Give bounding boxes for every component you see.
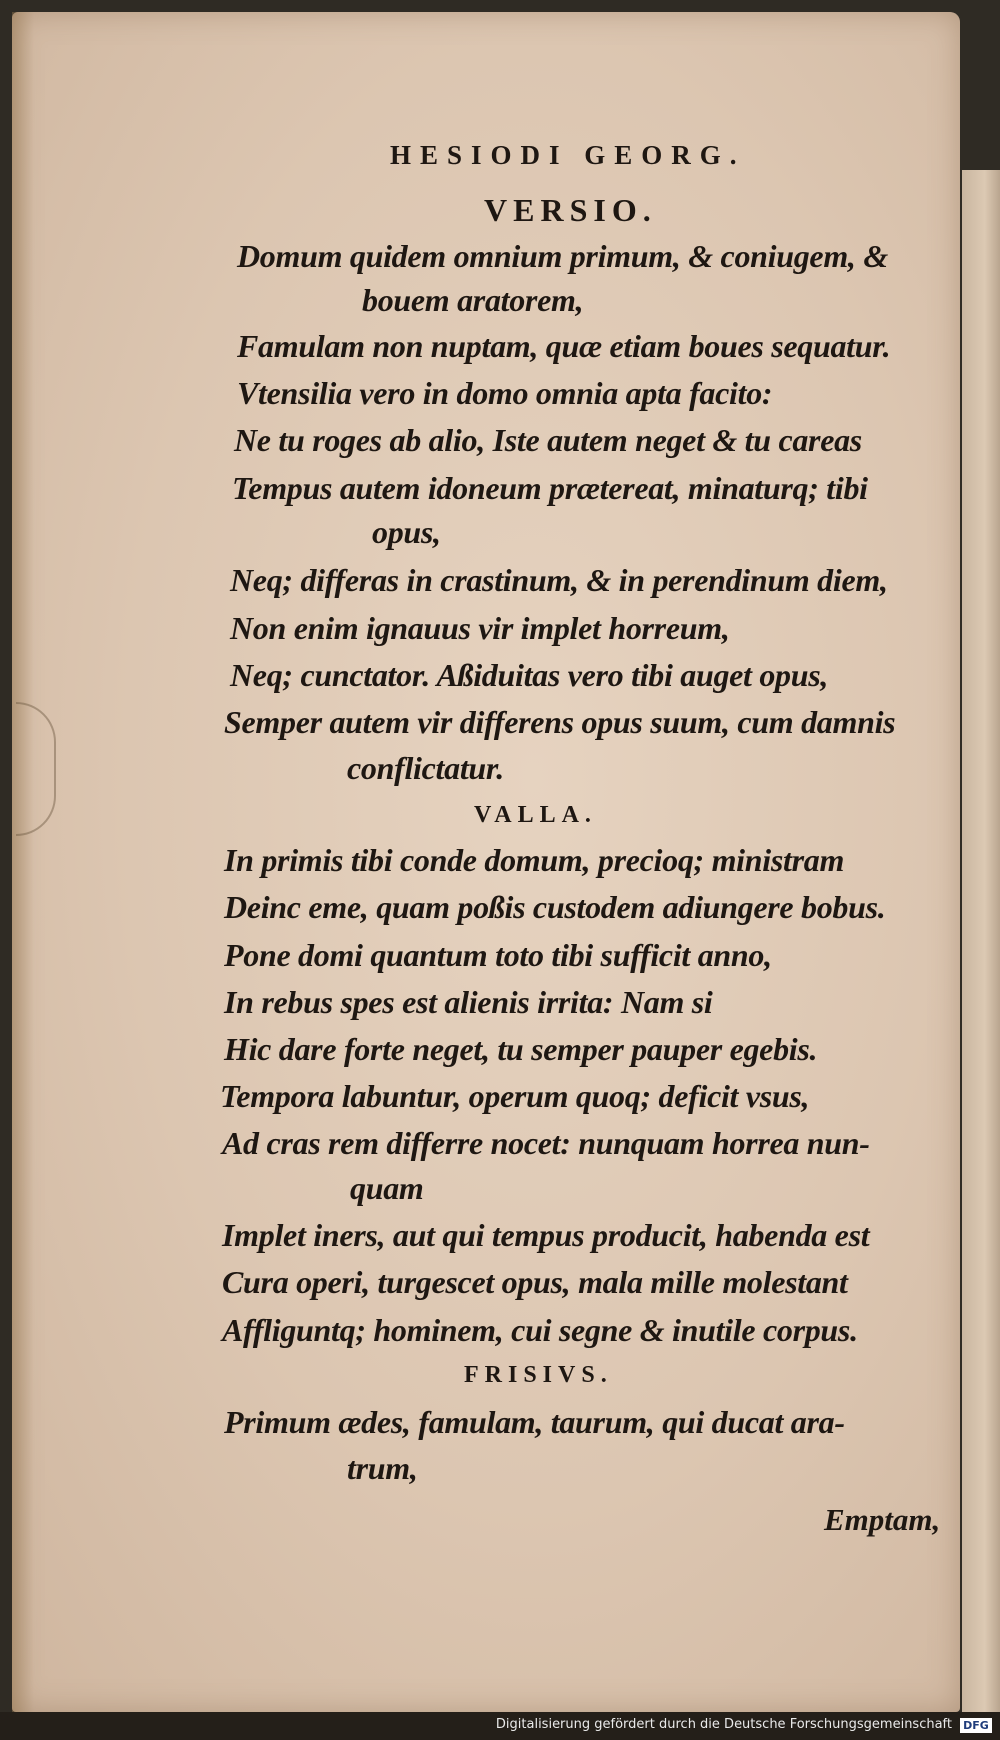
valla-line: Pone domi quantum toto tibi sufficit anno,: [224, 937, 772, 973]
valla-line: Ad cras rem differre nocet: nunquam horrea nun-: [222, 1125, 870, 1161]
versio-line: Neq; differas in crastinum, & in perendinum diem,: [230, 562, 888, 598]
section-heading-frisius: FRISIVS.: [464, 1362, 613, 1388]
valla-line: Tempora labuntur, operum quoq; deficit vsus,: [220, 1078, 810, 1114]
versio-line: Non enim ignauus vir implet horreum,: [230, 610, 730, 646]
versio-line: Famulam non nuptam, quæ etiam boues sequatur.: [237, 328, 891, 364]
versio-line: bouem aratorem,: [362, 282, 584, 318]
digitization-footer: [0, 1712, 1000, 1740]
versio-line: Vtensilia vero in domo omnia apta facito:: [237, 375, 773, 411]
versio-line: conflictatur.: [347, 750, 505, 786]
versio-line: Neq; cunctator. Aßiduitas vero tibi auget opus,: [230, 657, 829, 693]
valla-line: Implet iners, aut qui tempus producit, habenda est: [222, 1217, 870, 1253]
valla-line: quam: [350, 1170, 424, 1206]
versio-line: Semper autem vir differens opus suum, cum damnis: [224, 704, 896, 740]
section-heading-valla: VALLA.: [474, 802, 597, 828]
section-heading-versio: VERSIO.: [484, 192, 657, 228]
dfg-logo: DFG: [960, 1718, 992, 1733]
versio-line: opus,: [372, 514, 441, 550]
valla-line: In primis tibi conde domum, precioq; ministram: [224, 842, 845, 878]
catchword: Emptam,: [824, 1502, 941, 1537]
funding-credit: Digitalisierung gefördert durch die Deutsche Forschungsgemeinschaft: [495, 1717, 952, 1732]
valla-line: Cura operi, turgescet opus, mala mille molestant: [222, 1264, 848, 1300]
valla-line: Hic dare forte neget, tu semper pauper egebis.: [224, 1031, 818, 1067]
versio-line: Tempus autem idoneum prætereat, minaturq; tibi: [232, 470, 868, 506]
frisius-line: Primum ædes, famulam, taurum, qui ducat ara-: [224, 1404, 845, 1440]
frisius-line: trum,: [347, 1450, 418, 1486]
valla-line: In rebus spes est alienis irrita: Nam si: [224, 984, 713, 1020]
valla-line: Affliguntq; hominem, cui segne & inutile corpus.: [222, 1312, 858, 1348]
book-page: [12, 12, 960, 1712]
versio-line: Domum quidem omnium primum, & coniugem, &: [237, 238, 888, 274]
running-head: HESIODI GEORG.: [390, 140, 746, 170]
valla-line: Deinc eme, quam poßis custodem adiungere bobus.: [224, 889, 886, 925]
adjacent-page-edge: [962, 170, 1000, 1730]
page-text: [12, 12, 960, 1712]
versio-line: Ne tu roges ab alio, Iste autem neget & tu careas: [234, 422, 862, 458]
